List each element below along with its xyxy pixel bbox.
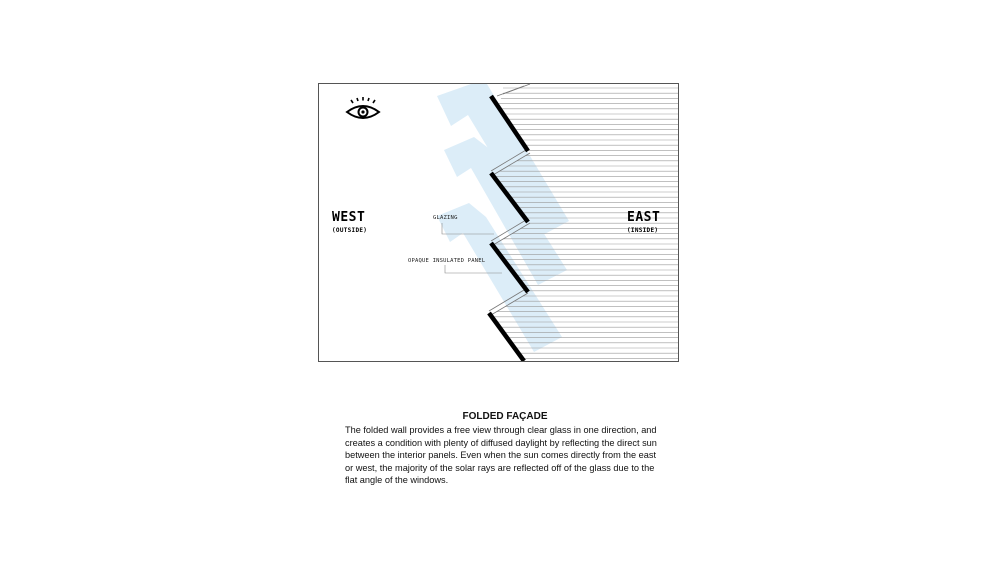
panel-callout: OPAQUE INSULATED PANEL xyxy=(408,258,486,264)
east-sublabel: (INSIDE) xyxy=(627,227,659,234)
caption xyxy=(345,411,665,487)
east-label: EAST xyxy=(627,210,661,225)
caption-title: FOLDED FAÇADE xyxy=(462,411,548,422)
caption-body: The folded wall provides a free view through clear glass in one direction, and creates a condition with plenty of diffused daylight by reflecting the direct sun between the interior panels. Even when the sun comes directly from the east or west, the majority of the solar rays are reflected off of the glass due to the flat angle of the windows. xyxy=(345,425,657,486)
glazing-callout: GLAZING xyxy=(433,215,458,221)
west-sublabel: (OUTSIDE) xyxy=(332,227,368,234)
west-label: WEST xyxy=(332,210,366,225)
facade-section-drawing xyxy=(319,84,678,361)
eye-icon xyxy=(347,97,379,118)
facade-diagram xyxy=(318,83,679,362)
